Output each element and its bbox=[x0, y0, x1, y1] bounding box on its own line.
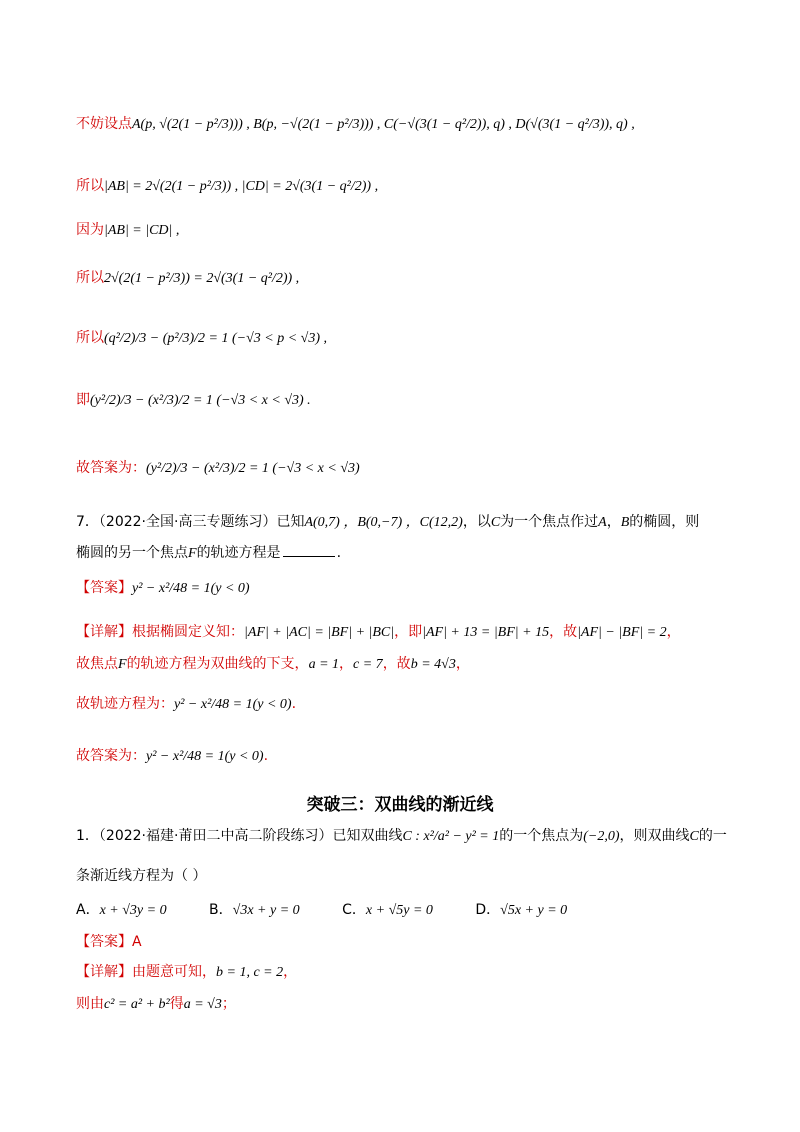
q7-detail-l2m3: b = 4√3 bbox=[410, 657, 456, 672]
q1-detail-t1: 由题意可知， bbox=[132, 964, 216, 980]
intro-label-4: 所以 bbox=[76, 270, 104, 286]
q1-detail-t2: ， bbox=[283, 964, 298, 980]
q7-f: F bbox=[188, 546, 197, 561]
q7-detail-label: 【详解】 bbox=[76, 624, 132, 640]
q7-detail-l3a: 故轨迹方程为： bbox=[76, 696, 174, 712]
q1-math-2: (−2,0) bbox=[583, 829, 620, 844]
intro-math-1: A(p, √(2(1 − p²/3))) , B(p, −√(2(1 − p²/3))) , C(−√(3(1 − q²/2)), q) , D(√(3(1 − q²/3)), q) , bbox=[132, 117, 635, 132]
intro-label-3: 因为 bbox=[76, 222, 104, 238]
q7-detail-t1: 根据椭圆定义知： bbox=[132, 624, 244, 640]
intro-line-7 bbox=[76, 458, 740, 479]
q1-detail-label: 【详解】 bbox=[76, 964, 132, 980]
option-d[interactable] bbox=[475, 900, 567, 921]
q7-detail-m1: |AF| + |AC| = |BF| + |BC| bbox=[244, 625, 395, 640]
intro-line-1 bbox=[76, 114, 740, 135]
intro-math-7: (y²/2)/3 − (x²/3)/2 = 1 (−√3 < x < √3) bbox=[146, 461, 360, 476]
q7-a: A bbox=[598, 515, 607, 530]
q7-answer-math: y² − x²/48 = 1(y < 0) bbox=[132, 581, 250, 596]
option-b-label: B． bbox=[209, 902, 233, 918]
q1-number: 1． bbox=[76, 828, 99, 844]
q1-text-3: ，则双曲线 bbox=[619, 828, 690, 844]
q1-line-2 bbox=[76, 866, 740, 886]
q1-text-1: 已知双曲线 bbox=[332, 828, 403, 844]
q7-text-2: ，以 bbox=[462, 514, 491, 530]
q1-options bbox=[76, 900, 740, 921]
q7-detail-line-1 bbox=[76, 622, 740, 643]
intro-line-3 bbox=[76, 220, 740, 241]
q1-detail-line-1 bbox=[76, 962, 740, 983]
option-a[interactable] bbox=[76, 900, 167, 921]
q7-detail-m2: |AF| + 13 = |BF| + 15 bbox=[422, 625, 550, 640]
option-b-math: √3x + y = 0 bbox=[232, 903, 300, 918]
answer-blank bbox=[283, 542, 335, 557]
q7-detail-l2e: ， bbox=[455, 656, 470, 672]
q7-detail-l4e: . bbox=[263, 748, 269, 764]
q7-detail-l2a: 故焦点 bbox=[76, 656, 118, 672]
q7-line2-b: 的轨迹方程是 bbox=[196, 545, 281, 561]
q7-detail-t2: ，即 bbox=[394, 624, 423, 640]
q7-detail-l2m1: a = 1 bbox=[308, 657, 340, 672]
q7-c: C bbox=[490, 515, 501, 530]
option-c[interactable] bbox=[342, 900, 433, 921]
q1-detail-l2c: ； bbox=[221, 996, 236, 1012]
q7-detail-line-4 bbox=[76, 746, 740, 767]
q1-answer bbox=[76, 932, 740, 952]
intro-label-1: 不妨设点 bbox=[76, 116, 132, 132]
q7-detail-t3: ，故 bbox=[549, 624, 578, 640]
q1-detail-m1: b = 1, c = 2 bbox=[216, 965, 284, 980]
q7-answer bbox=[76, 578, 740, 599]
q7-detail-l4a: 故答案为： bbox=[76, 748, 146, 764]
q1-detail-l2m2: a = √3 bbox=[183, 997, 222, 1012]
q7-text-3: 为一个焦点作过 bbox=[500, 514, 599, 530]
intro-label-6: 即 bbox=[76, 392, 90, 408]
q7-source: （2022·全国·高三专题练习） bbox=[98, 514, 277, 530]
option-c-label: C． bbox=[342, 902, 366, 918]
q1-text-4: 的一 bbox=[698, 828, 727, 844]
q1-detail-line-2 bbox=[76, 994, 740, 1015]
q1-line2: 条渐近线方程为（ ） bbox=[76, 868, 207, 884]
option-c-math: x + √5y = 0 bbox=[365, 903, 433, 918]
q7-points: A(0,7) ，B(0,−7) ，C(12,2) bbox=[304, 515, 463, 530]
q7-detail-line-3 bbox=[76, 694, 740, 715]
q7-detail-l2d: ，故 bbox=[382, 656, 411, 672]
q1-detail-l2a: 则由 bbox=[76, 996, 104, 1012]
q7-detail-l3m: y² − x²/48 = 1(y < 0) bbox=[174, 697, 292, 712]
q7-period: . bbox=[336, 545, 342, 561]
intro-line-4 bbox=[76, 268, 740, 289]
q7-detail-l2m2: c = 7 bbox=[353, 657, 383, 672]
q1-detail-l2b: 得 bbox=[169, 996, 184, 1012]
intro-label-2: 所以 bbox=[76, 178, 104, 194]
q7-detail-line-2 bbox=[76, 654, 740, 675]
q1-source: （2022·福建·莆田二中高二阶段练习） bbox=[98, 828, 333, 844]
q1-answer-label: 【答案】 bbox=[76, 934, 132, 950]
q7-number: 7． bbox=[76, 514, 99, 530]
section-title: 突破三：双曲线的渐近线 bbox=[306, 795, 494, 815]
intro-math-2: |AB| = 2√(2(1 − p²/3)) , |CD| = 2√(3(1 − q²/2)) , bbox=[104, 179, 379, 194]
q1-line-1 bbox=[76, 826, 740, 847]
q1-text-2: 的一个焦点为 bbox=[499, 828, 584, 844]
option-a-label: A． bbox=[76, 902, 100, 918]
intro-math-3: |AB| = |CD| , bbox=[104, 223, 180, 238]
q7-detail-t4: ， bbox=[666, 624, 681, 640]
q7-line2-a: 椭圆的另一个焦点 bbox=[76, 545, 188, 561]
option-a-math: x + √3y = 0 bbox=[99, 903, 167, 918]
q7-comma: ， bbox=[606, 514, 621, 530]
q7-detail-l2c: ， bbox=[339, 656, 354, 672]
q1-answer-value: A bbox=[132, 934, 142, 950]
option-b[interactable] bbox=[209, 900, 300, 921]
q7-line-2 bbox=[76, 542, 740, 564]
q7-detail-m3: |AF| − |BF| = 2 bbox=[577, 625, 667, 640]
q1-detail-l2m1: c² = a² + b² bbox=[104, 997, 170, 1012]
q7-detail-l2f: F bbox=[118, 657, 127, 672]
q7-detail-l2b: 的轨迹方程为双曲线的下支， bbox=[126, 656, 309, 672]
q7-detail-l4m: y² − x²/48 = 1(y < 0) bbox=[146, 749, 264, 764]
intro-line-6 bbox=[76, 390, 740, 411]
intro-label-7: 故答案为： bbox=[76, 460, 146, 476]
q7-text-1: 已知 bbox=[276, 514, 305, 530]
q7-answer-label: 【答案】 bbox=[76, 580, 132, 596]
option-d-math: √5x + y = 0 bbox=[500, 903, 568, 918]
q1-math-1: C : x²/a² − y² = 1 bbox=[402, 829, 500, 844]
q7-text-4: 的椭圆，则 bbox=[629, 514, 700, 530]
intro-math-5: (q²/2)/3 − (p²/3)/2 = 1 (−√3 < p < √3) , bbox=[104, 331, 328, 346]
intro-math-6: (y²/2)/3 − (x²/3)/2 = 1 (−√3 < x < √3) . bbox=[90, 393, 311, 408]
q1-c: C bbox=[689, 829, 699, 844]
intro-line-2 bbox=[76, 176, 740, 197]
intro-label-5: 所以 bbox=[76, 330, 104, 346]
q7-line-1 bbox=[76, 512, 740, 533]
intro-line-5 bbox=[76, 328, 740, 349]
q7-detail-l3e: . bbox=[291, 696, 297, 712]
option-d-label: D． bbox=[475, 902, 501, 918]
intro-math-4: 2√(2(1 − p²/3)) = 2√(3(1 − q²/2)) , bbox=[104, 271, 300, 286]
q7-b: B bbox=[620, 515, 630, 530]
